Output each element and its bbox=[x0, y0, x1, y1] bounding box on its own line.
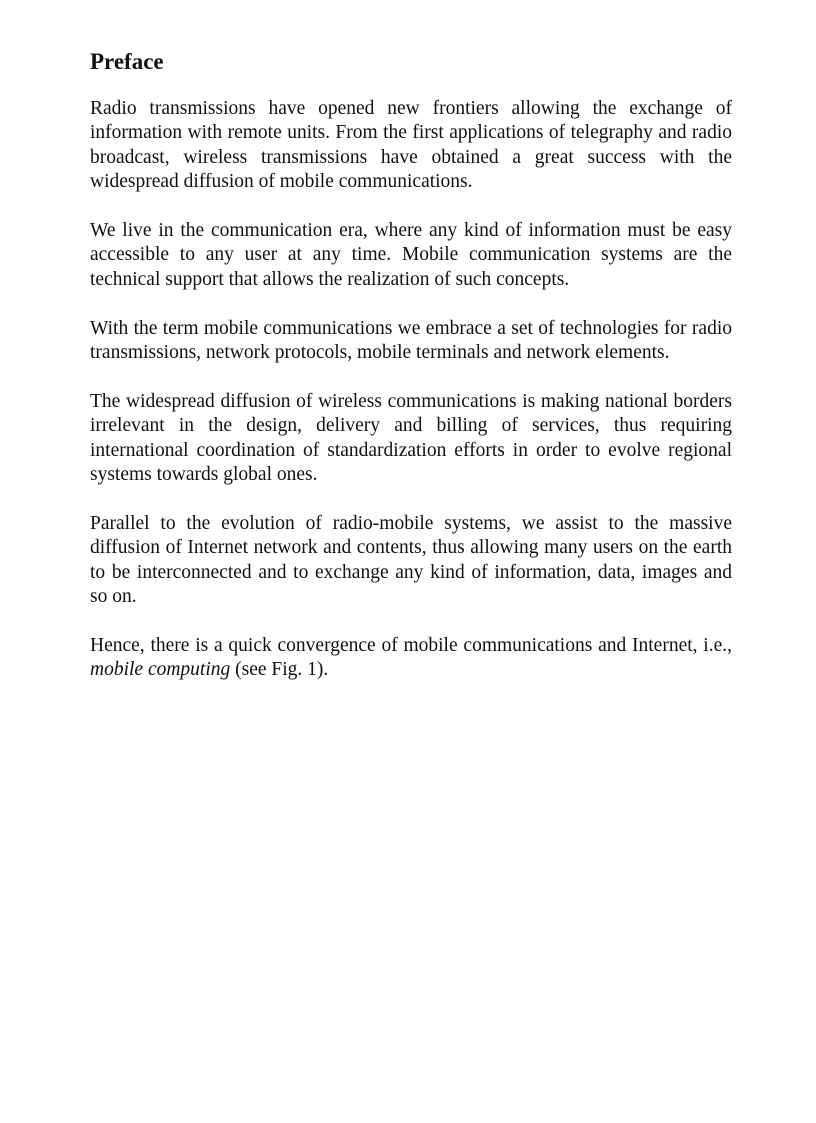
document-page bbox=[90, 48, 732, 707]
paragraph-1: Radio transmissions have opened new frontiers allowing the exchange of information with remote units. From the first applications of telegraphy and radio broadcast, wireless transmissions have obtained a great success with the widespread diffusion of mobile communications. bbox=[90, 98, 732, 193]
page-title: Preface bbox=[90, 49, 164, 74]
paragraph-4: The widespread diffusion of wireless communications is making national borders irrelevant in the design, delivery and billing of services, thus requiring international coordination of standardization efforts in order to evolve regional systems towards global ones. bbox=[90, 390, 732, 486]
paragraph-2: We live in the communication era, where any kind of information must be easy accessible to any user at any time. Mobile communication systems are the technical support that allows the realization of such concepts. bbox=[90, 220, 732, 290]
paragraph-5: Parallel to the evolution of radio-mobile systems, we assist to the massive diffusion of Internet network and contents, thus allowing many users on the earth to be interconnected and to exchange any kind of information, data, images and so on. bbox=[90, 512, 732, 608]
emphasis-term: mobile computing bbox=[90, 659, 231, 681]
paragraph-6-text-start: Hence, there is a quick convergence of mobile communications and Internet, i.e., bbox=[90, 634, 732, 656]
paragraph-6 bbox=[90, 634, 732, 683]
paragraph-6-text-end: (see Fig. 1). bbox=[230, 659, 329, 681]
paragraph-3: With the term mobile communications we embrace a set of technologies for radio transmissions, network protocols, mobile terminals and network elements. bbox=[90, 317, 732, 364]
